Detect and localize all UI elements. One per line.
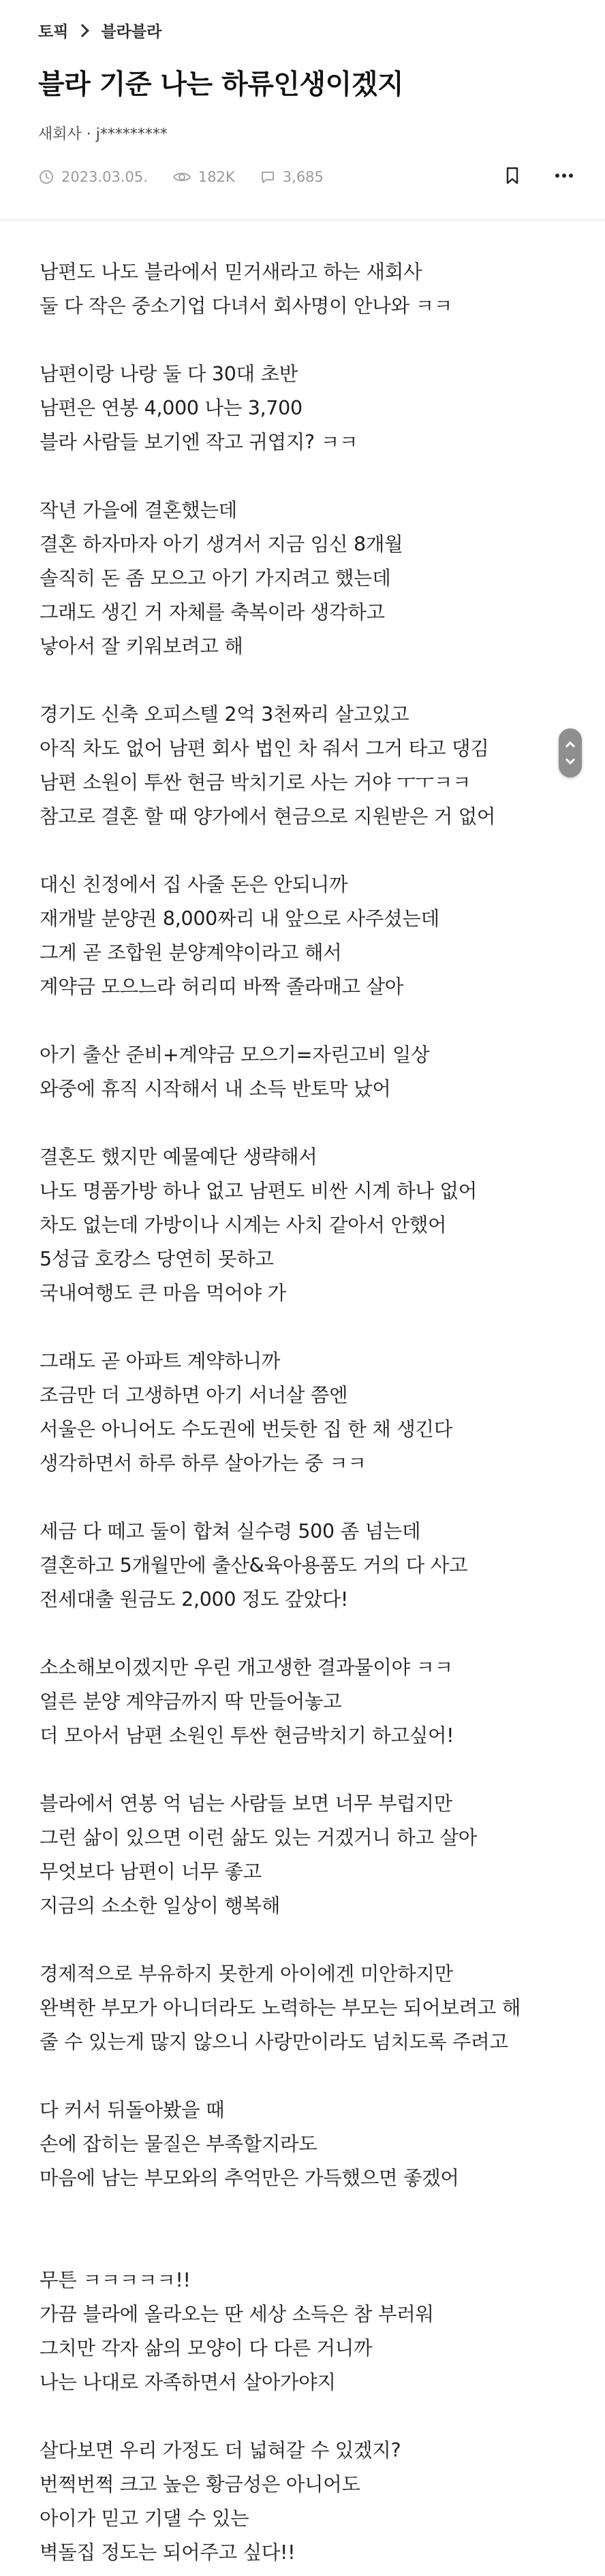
header-divider bbox=[0, 219, 605, 221]
post-line: 남편도 나도 블라에서 믿거새라고 하는 새회사 bbox=[40, 261, 422, 283]
post-line: 남편 소원이 투싼 현금 박치기로 사는 거야 ㅜㅜㅋㅋ bbox=[40, 771, 471, 794]
post-line: 그게 곧 조합원 분양계약이라고 해서 bbox=[40, 941, 342, 964]
post-body bbox=[40, 255, 585, 2576]
post-line: 나도 명품가방 하나 없고 남편도 비싼 시계 하나 없어 bbox=[40, 1180, 477, 1202]
post-paragraph bbox=[40, 357, 585, 460]
post-line: 조금만 더 고생하면 아기 서너살 쯤엔 bbox=[40, 1384, 348, 1406]
post-line: 작년 가을에 결혼했는데 bbox=[40, 499, 237, 521]
breadcrumb-topic-link[interactable]: 토픽 bbox=[38, 23, 69, 41]
post-line: 마음에 남는 부모와의 추억만은 가득했으면 좋겠어 bbox=[40, 2167, 459, 2189]
post-paragraph bbox=[40, 1345, 585, 1481]
post-author[interactable]: 새회사 · j********* bbox=[38, 126, 168, 143]
post-paragraph bbox=[40, 1038, 585, 1106]
post-paragraph bbox=[40, 1957, 585, 2059]
post-line: 무튼 ㅋㅋㅋㅋㅋ!! bbox=[40, 2269, 191, 2291]
post-line: 더 모아서 남편 소원인 투싼 현금박치기 하고싶어! bbox=[40, 1724, 454, 1747]
post-actions bbox=[500, 163, 576, 188]
post-line: 그래도 곧 아파트 계약하니까 bbox=[40, 1350, 281, 1372]
post-meta bbox=[38, 169, 348, 185]
post-line: 차도 없는데 가방이나 시계는 사치 같아서 안했어 bbox=[40, 1214, 447, 1236]
post-line: 지금의 소소한 일상이 행복해 bbox=[40, 1895, 281, 1917]
post-paragraph bbox=[40, 868, 585, 1004]
post-line: 재개발 분양권 8,000짜리 내 앞으로 사주셨는데 bbox=[40, 907, 439, 930]
post-line: 아이가 믿고 기댈 수 있는 bbox=[40, 2507, 249, 2530]
post-line: 서울은 아니어도 수도권에 번듯한 집 한 채 생긴다 bbox=[40, 1418, 452, 1440]
post-line: 솔직히 돈 좀 모으고 아기 가지려고 했는데 bbox=[40, 567, 391, 590]
post-line: 생각하면서 하루 하루 살아가는 중 ㅋㅋ bbox=[40, 1452, 367, 1475]
post-line: 계약금 모으느라 허리띠 바짝 졸라매고 살아 bbox=[40, 976, 403, 998]
post-paragraph bbox=[40, 494, 585, 664]
post-date bbox=[38, 169, 148, 185]
post-comments-count: 3,685 bbox=[282, 169, 324, 185]
post-date-text: 2023.03.05. bbox=[61, 169, 148, 185]
post-line: 아직 차도 없어 남편 회사 법인 차 줘서 그거 타고 댕김 bbox=[40, 737, 489, 760]
post-line: 국내여행도 큰 마음 먹어야 가 bbox=[40, 1282, 286, 1304]
post-line: 남편이랑 나랑 둘 다 30대 초반 bbox=[40, 363, 298, 385]
post-line: 경기도 신축 오피스텔 2억 3천짜리 살고있고 bbox=[40, 703, 409, 726]
post-paragraph bbox=[40, 2264, 585, 2400]
post-line: 참고로 결혼 할 때 양가에서 현금으로 지원받은 거 없어 bbox=[40, 805, 496, 828]
post-paragraph bbox=[40, 2093, 585, 2195]
post-comments[interactable] bbox=[260, 169, 324, 185]
post-views bbox=[172, 169, 235, 185]
post-title: 블라 기준 나는 하류인생이겠지 bbox=[38, 69, 404, 100]
post-line: 5성급 호캉스 당연히 못하고 bbox=[40, 1248, 274, 1270]
post-line: 완벽한 부모가 아니더라도 노력하는 부모는 되어보려고 해 bbox=[40, 1997, 521, 2019]
bookmark-icon bbox=[504, 166, 521, 185]
post-line: 손에 잡히는 물질은 부족할지라도 bbox=[40, 2133, 317, 2155]
post-paragraph bbox=[40, 255, 585, 323]
comment-icon bbox=[260, 169, 276, 185]
post-paragraph bbox=[40, 1140, 585, 1310]
post-line: 소소해보이겠지만 우린 개고생한 결과물이야 ㅋㅋ bbox=[40, 1656, 453, 1679]
post-line: 블라 사람들 보기엔 작고 귀엽지? ㅋㅋ bbox=[40, 431, 358, 453]
post-line: 살다보면 우리 가정도 더 넓혀갈 수 있겠지? bbox=[40, 2439, 401, 2462]
clock-icon bbox=[38, 169, 55, 185]
post-line: 대신 친정에서 집 사줄 돈은 안되니까 bbox=[40, 873, 348, 896]
post-paragraph bbox=[40, 1515, 585, 1617]
post-line: 다 커서 뒤돌아봤을 때 bbox=[40, 2099, 225, 2121]
post-line: 남편은 연봉 4,000 나는 3,700 bbox=[40, 397, 302, 419]
more-options-button[interactable] bbox=[552, 163, 576, 188]
eye-icon bbox=[172, 169, 191, 185]
bookmark-button[interactable] bbox=[500, 163, 525, 188]
post-line: 줄 수 있는게 많지 않으니 사랑만이라도 넘치도록 주려고 bbox=[40, 2031, 508, 2053]
chevron-down-icon bbox=[565, 755, 575, 764]
post-line: 벽돌집 정도는 되어주고 싶다!! bbox=[40, 2541, 296, 2564]
post-paragraph bbox=[40, 1651, 585, 1753]
post-line: 와중에 휴직 시작해서 내 소득 반토막 났어 bbox=[40, 1078, 391, 1100]
post-line: 그치만 각자 삶의 모양이 다 다른 거니까 bbox=[40, 2337, 373, 2360]
post-line: 경제적으로 부유하지 못한게 아이에겐 미안하지만 bbox=[40, 1963, 453, 1985]
more-icon bbox=[555, 173, 574, 178]
post-line: 가끔 블라에 올라오는 딴 세상 소득은 참 부러워 bbox=[40, 2303, 434, 2325]
chevron-up-icon bbox=[565, 741, 575, 751]
post-line: 결혼하고 5개월만에 출산&육아용품도 거의 다 사고 bbox=[40, 1554, 468, 1577]
post-line: 그런 삶이 있으면 이런 삶도 있는 거겠거니 하고 살아 bbox=[40, 1826, 477, 1849]
post-paragraph bbox=[40, 2434, 585, 2570]
post-line: 전세대출 원금도 2,000 정도 갚았다! bbox=[40, 1588, 349, 1611]
post-line: 그래도 생긴 거 자체를 축복이라 생각하고 bbox=[40, 601, 385, 624]
post-line: 나는 나대로 자족하면서 살아가야지 bbox=[40, 2371, 336, 2394]
post-line: 낳아서 잘 키워보려고 해 bbox=[40, 635, 243, 658]
chevron-right-icon bbox=[76, 24, 90, 37]
post-line: 결혼도 했지만 예물예단 생략해서 bbox=[40, 1146, 317, 1168]
post-paragraph bbox=[40, 1787, 585, 1923]
post-line: 얼른 분양 계약금까지 딱 만들어놓고 bbox=[40, 1690, 342, 1713]
post-line: 둘 다 작은 중소기업 다녀서 회사명이 안나와 ㅋㅋ bbox=[40, 295, 452, 317]
post-line: 결혼 하자마자 아기 생겨서 지금 임신 8개월 bbox=[40, 533, 403, 556]
scroll-handle[interactable] bbox=[559, 728, 582, 777]
post-line: 아기 출산 준비+계약금 모으기=자린고비 일상 bbox=[40, 1044, 430, 1066]
post-line: 무엇보다 남편이 너무 좋고 bbox=[40, 1861, 262, 1883]
post-line: 블라에서 연봉 억 넘는 사람들 보면 너무 부럽지만 bbox=[40, 1792, 452, 1815]
breadcrumb-board-link[interactable]: 블라블라 bbox=[101, 23, 162, 41]
post-line: 세금 다 떼고 둘이 합쳐 실수령 500 좀 넘는데 bbox=[40, 1520, 421, 1543]
post-paragraph bbox=[40, 698, 585, 834]
post-views-count: 182K bbox=[198, 169, 235, 185]
breadcrumb bbox=[38, 19, 161, 42]
post-line: 번쩍번쩍 크고 높은 황금성은 아니어도 bbox=[40, 2473, 360, 2496]
